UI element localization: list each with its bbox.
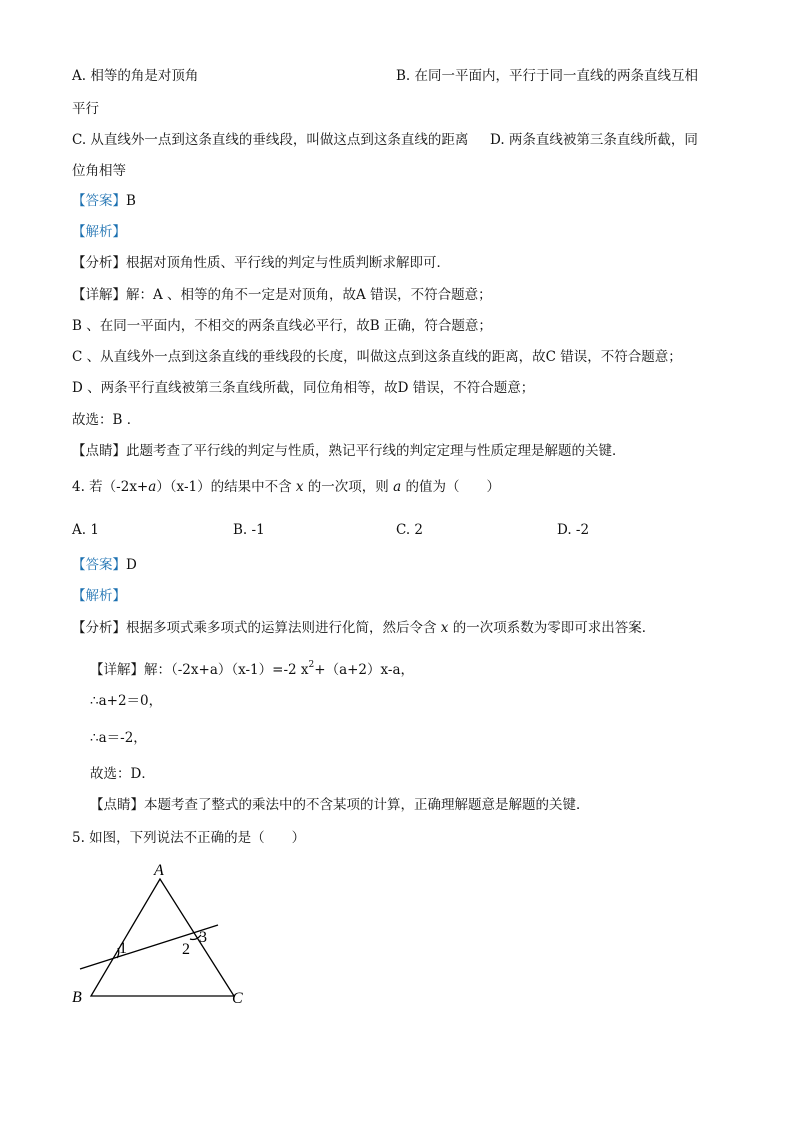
q4-stem-part: 的值为（ ） [401,479,500,495]
fenxi-text: 根据对顶角性质、平行线的判定与性质判断求解即可． [126,255,450,271]
exponent: 2 [308,660,315,670]
q4-step-1: ∴a+2＝0， [90,693,163,709]
q3-option-d-cont: 位角相等 [72,163,126,179]
q4-answer [72,556,137,574]
q3-option-c: C. 从直线外一点到这条直线的垂线段，叫做这点到这条直线的距离 [72,132,469,148]
q3-dianjing [72,442,626,460]
q4-stem [72,478,500,496]
q3-option-a: A. 相等的角是对顶角 [72,68,199,84]
q4-option-c: C. 2 [396,522,424,538]
q3-line-c: C 、从直线外一点到这条直线的垂线段的长度，叫做这点到这条直线的距离，故C 错误，不符合题意； [72,349,682,365]
q4-var-a: a [148,479,157,495]
q3-line-d: D 、两条平行直线被第三条直线所截，同位角相等，故D 错误，不符合题意； [72,380,535,396]
q3-line-b: B 、在同一平面内，不相交的两条直线必平行，故B 正确，符合题意； [72,318,492,334]
q3-option-b-cont: 平行 [72,101,99,117]
triangle-abc [91,879,234,996]
label-a: A [154,862,164,879]
dianjing-text: 本题考查了整式的乘法中的不含某项的计算，正确理解题意是解题的关键． [144,797,590,813]
label-c: C [232,990,243,1007]
dianjing-tag: 【点睛】 [90,797,144,813]
q4-option-a: A. 1 [72,522,99,538]
q5-stem: 5. 如图，下列说法不正确的是（ ） [72,830,306,846]
label-b: B [72,989,82,1006]
q4-stem-part: ）（x-1）的结果中不含 [156,479,296,495]
xiangjie-text: 解：A 、相等的角不一定是对顶角，故A 错误，不符合题意； [126,287,492,303]
fenxi-text: 的一次项系数为零即可求出答案． [448,620,656,636]
q3-answer [72,192,136,210]
fenxi-tag: 【分析】 [72,620,126,636]
q4-xiangjie [90,656,414,679]
fenxi-text: 根据多项式乘多项式的运算法则进行化简，然后令含 [126,620,441,636]
q4-stem-part: 4. 若（-2x+ [72,479,149,495]
q3-jiexi-tag: 【解析】 [72,224,126,240]
q4-var-x: x [295,479,304,495]
label-angle-2: 2 [182,941,190,958]
answer-tag: 【答案】 [72,193,126,209]
answer-value: D [126,557,137,573]
xiangjie-tag: 【详解】 [90,662,144,678]
q4-choose: 故选：D． [90,766,155,782]
xiangjie-tag: 【详解】 [72,287,126,303]
q4-jiexi-tag: 【解析】 [72,588,126,604]
q4-var-a: a [393,479,402,495]
q3-choose: 故选：B ． [72,412,141,428]
dianjing-tag: 【点睛】 [72,443,126,459]
transversal-line [80,925,218,969]
answer-tag: 【答案】 [72,557,126,573]
answer-value: B [126,193,136,209]
q4-step-2: ∴a＝-2， [90,730,147,746]
xiangjie-text: 解：（-2x+a）（x-1）=-2 x [144,662,309,678]
triangle-figure [60,855,280,1015]
q4-dianjing [90,796,590,814]
q3-fenxi [72,254,450,272]
xiangjie-text: +（a+2）x-a， [314,662,415,678]
label-angle-1: 1 [119,940,127,957]
q3-option-d: D. 两条直线被第三条直线所截，同 [490,132,698,148]
fenxi-tag: 【分析】 [72,255,126,271]
label-angle-3: 3 [199,929,207,946]
dianjing-text: 此题考查了平行线的判定与性质，熟记平行线的判定定理与性质定理是解题的关键． [126,443,626,459]
q4-fenxi [72,619,655,637]
q3-xiangjie [72,286,492,304]
q4-option-d: D. -2 [557,522,590,538]
q4-option-b: B. -1 [233,522,265,538]
fenxi-var-x: x [440,620,449,636]
q4-stem-part: 的一次项，则 [303,479,394,495]
q3-option-b: B. 在同一平面内，平行于同一直线的两条直线互相 [396,68,699,84]
